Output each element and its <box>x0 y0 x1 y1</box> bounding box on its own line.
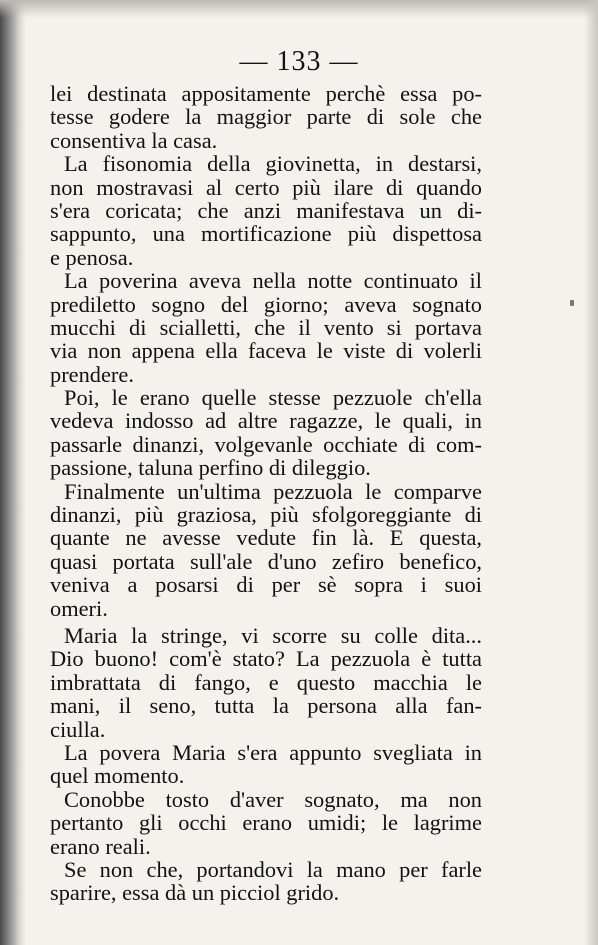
text-line: ciulla. <box>50 716 106 742</box>
text-line: Poi, le erano quelle stesse pezzuole ch'ella <box>64 385 482 411</box>
text-line: prendere. <box>50 361 134 387</box>
text-line: dinanzi, più graziosa, più sfolgoreggiante di <box>50 502 482 528</box>
text-line: Finalmente un'ultima pezzuola le comparve <box>64 478 482 504</box>
page-number: — 133 — <box>239 46 359 77</box>
text-line: imbrattata di fango, e questo macchia le <box>50 669 482 695</box>
page-edge-shadow <box>584 0 598 945</box>
paper-speck <box>570 300 574 306</box>
text-line: sparire, essa dà un picciol grido. <box>50 880 340 906</box>
text-line: Conobbe tosto d'aver sognato, ma non <box>64 786 482 812</box>
text-line: Dio buono! com'è stato? La pezzuola è tutta <box>50 646 482 672</box>
text-line: quante ne avesse vedute fin là. E questa, <box>50 525 482 551</box>
text-line: Se non che, portandovi la mano per farle <box>64 856 482 882</box>
text-line: mucchi di scialletti, che il vento si portava <box>50 314 482 340</box>
text-line: via non appena ella faceva le viste di volerli <box>50 338 482 364</box>
text-line: veniva a posarsi di per sè sopra i suoi <box>50 572 482 598</box>
text-line: vedeva indosso ad altre ragazze, le quali, in <box>50 408 482 434</box>
text-line: pertanto gli occhi erano umidi; le lagrime <box>50 810 482 836</box>
text-line: consentiva la casa. <box>50 127 218 153</box>
text-line: tesse godere la maggior parte di sole che <box>50 104 482 130</box>
text-line: s'era coricata; che anzi manifestava un di- <box>50 197 482 223</box>
page-top-shadow <box>0 0 598 18</box>
page-gutter-shadow <box>0 0 26 945</box>
text-line: mani, il seno, tutta la persona alla fan- <box>50 693 482 719</box>
text-line: La poverina aveva nella notte continuato il <box>64 268 482 294</box>
text-line: quasi portata sull'ale d'uno zefiro benefico, <box>50 548 482 574</box>
text-line: Maria la stringe, vi scorre su colle dita... <box>64 622 482 648</box>
text-line: sappunto, una mortificazione più dispettosa <box>50 221 482 247</box>
text-line: La fisonomia della giovinetta, in destarsi, <box>64 151 482 177</box>
text-line: erano reali. <box>50 833 151 859</box>
body-text <box>50 82 482 905</box>
text-line: quel momento. <box>50 763 185 789</box>
text-line: prediletto sogno del giorno; aveva sognato <box>50 291 482 317</box>
text-line: lei destinata appositamente perchè essa po- <box>50 81 482 106</box>
text-line: omeri. <box>50 595 108 621</box>
text-line: passarle dinanzi, volgevanle occhiate di com- <box>50 431 482 457</box>
text-line: e penosa. <box>50 244 134 270</box>
text-line: non mostravasi al certo più ilare di quando <box>50 174 482 200</box>
text-line: passione, taluna perfino di dileggio. <box>50 455 371 481</box>
text-line: La povera Maria s'era appunto svegliata in <box>64 739 482 765</box>
